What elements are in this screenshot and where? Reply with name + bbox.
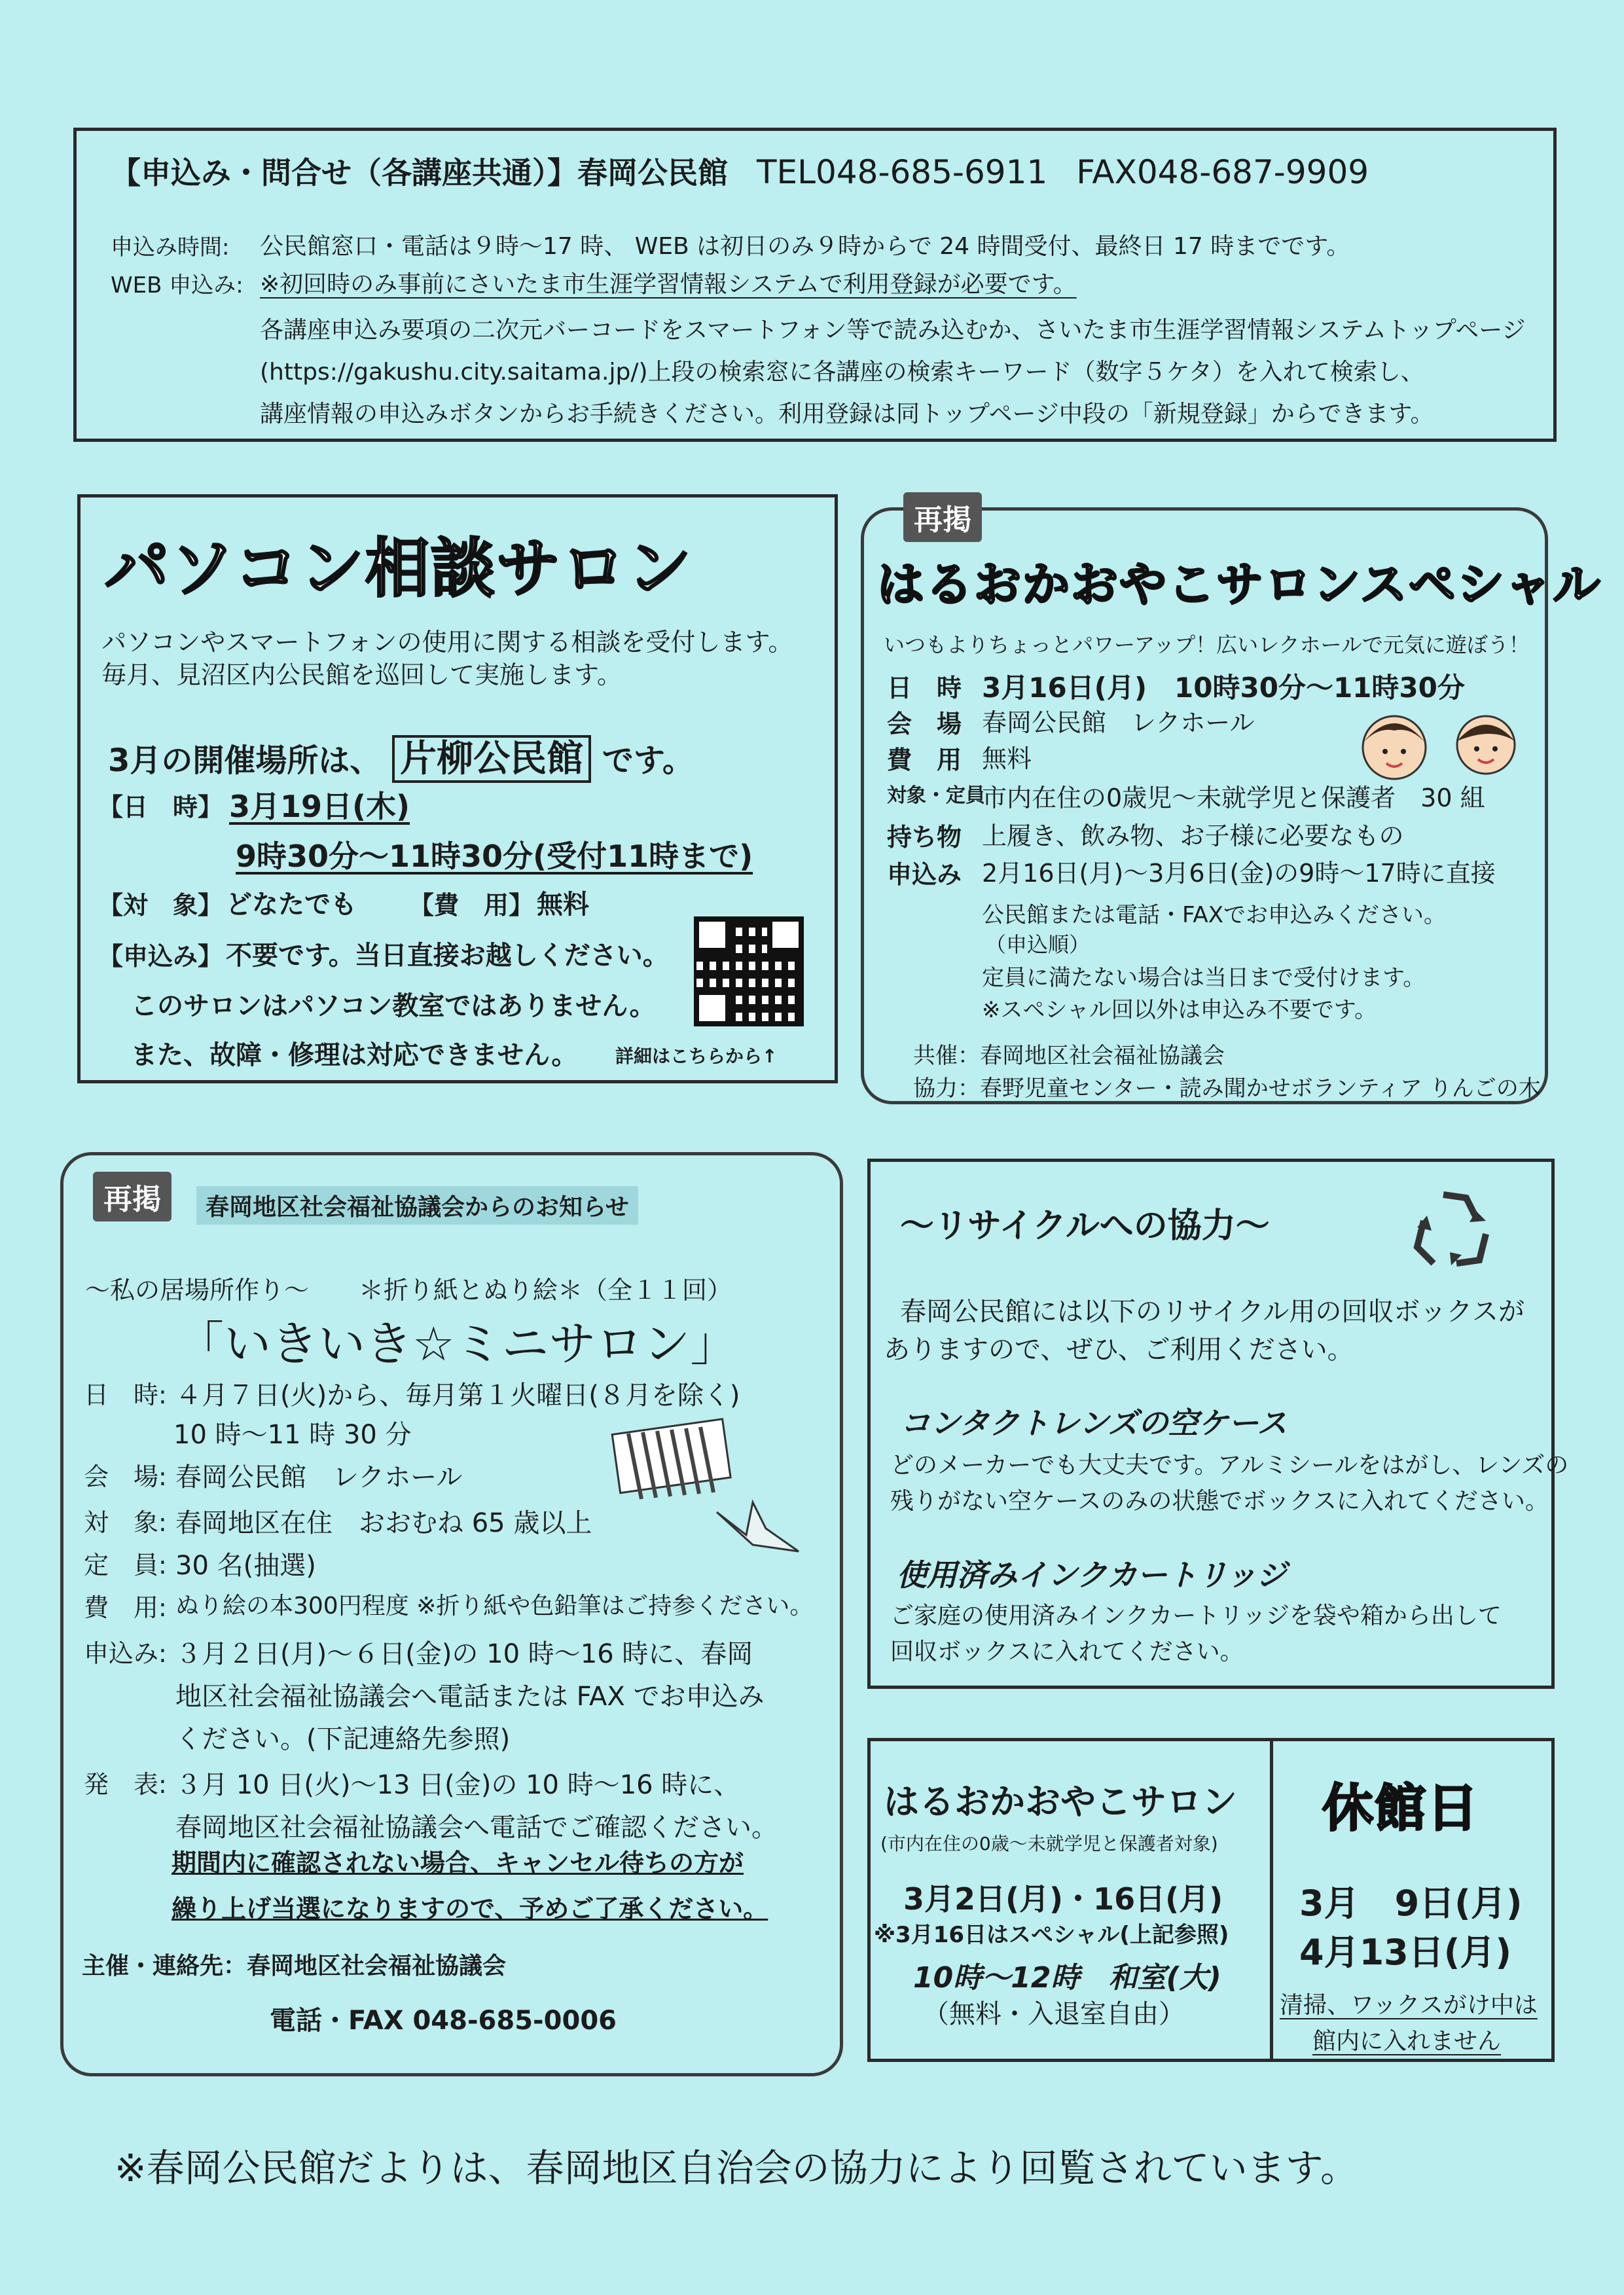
ikiiki-tag: 再掲 bbox=[93, 1172, 171, 1221]
oyako-coop: 協力：春野児童センター・読み聞かせボランティア りんごの木 bbox=[913, 1075, 1541, 1102]
ikiiki-pre: ～私の居場所作り～ ＊折り紙とぬり絵＊（全１１回） bbox=[85, 1276, 732, 1305]
venue-post: です。 bbox=[602, 742, 695, 779]
ikiiki-row-value: 春岡地区社会福祉協議会へ電話でご確認ください。 bbox=[175, 1813, 778, 1843]
web-line3: (https://gakushu.city.saitama.jp/)上段の検索窓に各講座の検索キーワード（数字５ケタ）を入れて検索し、 bbox=[260, 359, 1424, 386]
oyako-salon-note: ※3月16日はスペシャル(上記参照) bbox=[874, 1922, 1229, 1948]
oyako-special-row-label: 申込み bbox=[887, 860, 962, 889]
oyako-apply-cont4: ※スペシャル回以外は申込み不要です。 bbox=[982, 997, 1377, 1023]
ikiiki-row-value: ぬり絵の本300円程度 ※折り紙や色鉛筆はご持参ください。 bbox=[175, 1593, 814, 1619]
oyako-special-row-value: 無料 bbox=[982, 744, 1032, 773]
oyako-apply-cont1: 公民館または電話・FAXでお申込みください。 bbox=[982, 902, 1446, 928]
pc-time: 9時30分～11時30分(受付11時まで) bbox=[236, 839, 753, 874]
oyako-salon-time: 10時～12時 和室(大) bbox=[913, 1961, 1221, 1995]
ikiiki-row-label: 対 象: bbox=[84, 1508, 167, 1537]
oyako-salon-dates: 3月2日(月)・16日(月) bbox=[903, 1881, 1223, 1917]
contact-tel: TEL048-685-6911 bbox=[757, 153, 1048, 191]
recycle-icon bbox=[1404, 1182, 1502, 1280]
ikiiki-row-value: ください。(下記連絡先参照) bbox=[175, 1724, 511, 1754]
closed-date1: 3月 9日(月) bbox=[1299, 1883, 1523, 1924]
pc-target-label: 【対 象】 bbox=[98, 891, 223, 920]
pc-salon-title: パソコン相談サロン bbox=[105, 532, 693, 606]
pc-apply-label: 【申込み】 bbox=[98, 942, 223, 971]
oyako-apply-cont3: 定員に満たない場合は当日まで受付けます。 bbox=[982, 965, 1426, 991]
ikiiki-contact2: 電話・FAX 048-685-0006 bbox=[270, 2006, 617, 2036]
recycle-item1-text2: 残りがない空ケースのみの状態でボックスに入れてください。 bbox=[890, 1488, 1549, 1515]
oyako-special-title: はるおかおやこサロンスペシャル bbox=[877, 557, 1602, 612]
pc-note1: このサロンはパソコン教室ではありません。 bbox=[131, 991, 656, 1021]
pc-date-label: 【日 時】 bbox=[98, 793, 223, 822]
recycle-item2-text1: ご家庭の使用済みインクカートリッジを袋や箱から出して bbox=[890, 1602, 1502, 1629]
oyako-special-row-label: 持ち物 bbox=[887, 823, 962, 852]
ikiiki-title: 「いきいき☆ミニサロン」 bbox=[177, 1316, 738, 1371]
ikiiki-row-value: 30 名(抽選) bbox=[175, 1551, 316, 1581]
ikiiki-warn2: 繰り上げ当選になりますので、予めご了承ください。 bbox=[171, 1894, 768, 1923]
paper-crane-icon bbox=[713, 1499, 805, 1571]
ikiiki-warn1: 期間内に確認されない場合、キャンセル待ちの方が bbox=[171, 1849, 744, 1877]
qr-code[interactable] bbox=[694, 916, 804, 1026]
ikiiki-row-value: 地区社会福祉協議会へ電話または FAX でお申込み bbox=[175, 1682, 765, 1712]
contact-fax: FAX048-687-9909 bbox=[1076, 153, 1369, 191]
pc-salon-intro2: 毎月、見沼区内公民館を巡回して実施します。 bbox=[101, 660, 622, 689]
ikiiki-row-value: ３月 10 日(火)～13 日(金)の 10 時～16 時に、 bbox=[175, 1770, 740, 1800]
ikiiki-row-value: ４月７日(火)から、毎月第１火曜日(８月を除く) bbox=[175, 1381, 740, 1411]
ikiiki-row-value: 春岡公民館 レクホール bbox=[175, 1462, 463, 1492]
recycle-intro2: ありますので、ぜひ、ご利用ください。 bbox=[884, 1335, 1354, 1365]
oyako-host: 共催：春岡地区社会福祉協議会 bbox=[913, 1043, 1225, 1069]
pencils-illustration bbox=[602, 1414, 753, 1512]
closed-title: 休館日 bbox=[1322, 1779, 1480, 1838]
ikiiki-row-value: ３月２日(月)～６日(金)の 10 時～16 時に、春岡 bbox=[175, 1639, 753, 1669]
oyako-special-row-value: 市内在住の0歳児～未就学児と保護者 30 組 bbox=[982, 784, 1485, 812]
pc-apply: 不要です。当日直接お越しください。 bbox=[226, 941, 669, 971]
oyako-special-row-value: 3月16日(月) 10時30分～11時30分 bbox=[982, 672, 1465, 704]
web-label: WEB 申込み: bbox=[111, 272, 244, 298]
hours-text: 公民館窓口・電話は９時～17 時、 WEB は初日のみ９時からで 24 時間受付、最終日 17 時までです。 bbox=[260, 233, 1350, 260]
web-line1: ※初回時のみ事前にさいたま市生涯学習情報システムで利用登録が必要です。 bbox=[260, 271, 1077, 298]
recycle-item2-text2: 回収ボックスに入れてください。 bbox=[890, 1638, 1244, 1665]
contact-heading: 【申込み・問合せ（各講座共通）】春岡公民館 bbox=[111, 155, 728, 190]
oyako-special-subtitle: いつもよりちょっとパワーアップ！広いレクホールで元気に遊ぼう！ bbox=[884, 632, 1530, 657]
recycle-item1-text1: どのメーカーでも大丈夫です。アルミシールをはがし、レンズの bbox=[890, 1452, 1569, 1479]
oyako-special-row-value: 上履き、飲み物、お子様に必要なもの bbox=[982, 822, 1404, 850]
web-line2: 各講座申込み要項の二次元バーコードをスマートフォン等で読み込むか、さいたま市生涯学習情報システムトップページ bbox=[260, 317, 1526, 344]
pc-fee-label: 【費 用】 bbox=[409, 891, 534, 920]
hours-label: 申込み時間: bbox=[111, 234, 230, 261]
venue-name: 片柳公民館 bbox=[392, 735, 591, 783]
closed-note1: 清掃、ワックスがけ中は bbox=[1280, 1992, 1538, 2019]
ikiiki-row-value: 10 時～11 時 30 分 bbox=[173, 1420, 412, 1450]
contact-box bbox=[73, 128, 1557, 442]
oyako-apply-cont2: （申込順） bbox=[985, 932, 1091, 957]
oyako-special-row-label: 会 場 bbox=[887, 710, 962, 738]
oyako-salon-free: （無料・入退室自由） bbox=[923, 1999, 1185, 2029]
recycle-intro1: 春岡公民館には以下のリサイクル用の回収ボックスが bbox=[900, 1297, 1525, 1327]
closed-date2: 4月13日(月) bbox=[1299, 1932, 1512, 1973]
recycle-item2-title: 使用済みインクカートリッジ bbox=[897, 1557, 1287, 1593]
oyako-special-row-label: 費 用 bbox=[887, 746, 962, 774]
recycle-title: ～リサイクルへの協力～ bbox=[900, 1206, 1270, 1246]
recycle-item1-title: コンタクトレンズの空ケース bbox=[900, 1405, 1288, 1441]
pc-fee: 無料 bbox=[537, 890, 589, 920]
pc-date: 3月19日(木) bbox=[229, 789, 410, 824]
ikiiki-row-label: 申込み: bbox=[84, 1639, 167, 1668]
oyako-special-row-label: 日 時 bbox=[887, 674, 962, 702]
footer-note: ※春岡公民館だよりは、春岡地区自治会の協力により回覧されています。 bbox=[115, 2146, 1358, 2190]
web-line4: 講座情報の申込みボタンからお手続きください。利用登録は同トップページ中段の「新規登録」からできます。 bbox=[260, 401, 1434, 427]
children-illustration bbox=[1348, 707, 1532, 786]
closed-note2: 館内に入れません bbox=[1312, 2028, 1502, 2055]
venue-pre: 3月の開催場所は、 bbox=[108, 742, 382, 779]
ikiiki-row-label: 日 時: bbox=[84, 1381, 167, 1409]
oyako-salon-sub: (市内在住の0歳～未就学児と保護者対象) bbox=[880, 1833, 1218, 1854]
ikiiki-row-label: 発 表: bbox=[84, 1770, 167, 1799]
ikiiki-row-label: 会 場: bbox=[84, 1462, 167, 1491]
oyako-special-row-label: 対象・定員 bbox=[887, 784, 985, 807]
oyako-salon-title: はるおかおやこサロン bbox=[884, 1781, 1237, 1822]
pc-target: どなたでも bbox=[226, 890, 357, 920]
qr-caption: 詳細はこちらから↑ bbox=[615, 1045, 778, 1067]
pc-salon-intro1: パソコンやスマートフォンの使用に関する相談を受付します。 bbox=[101, 628, 793, 657]
ikiiki-row-label: 定 員: bbox=[84, 1551, 167, 1580]
ikiiki-row-label: 費 用: bbox=[84, 1593, 167, 1622]
ikiiki-contact1: 主催・連絡先：春岡地区社会福祉協議会 bbox=[82, 1953, 507, 1979]
pc-note2: また、故障・修理は対応できません。 bbox=[131, 1040, 578, 1070]
ikiiki-header: 春岡地区社会福祉協議会からのお知らせ bbox=[196, 1186, 638, 1225]
oyako-special-tag: 再掲 bbox=[903, 492, 982, 542]
ikiiki-row-value: 春岡地区在住 おおむね 65 歳以上 bbox=[175, 1508, 592, 1538]
oyako-special-row-value: 2月16日(月)～3月6日(金)の9時～17時に直接 bbox=[982, 859, 1496, 888]
oyako-special-row-value: 春岡公民館 レクホール bbox=[982, 708, 1255, 737]
